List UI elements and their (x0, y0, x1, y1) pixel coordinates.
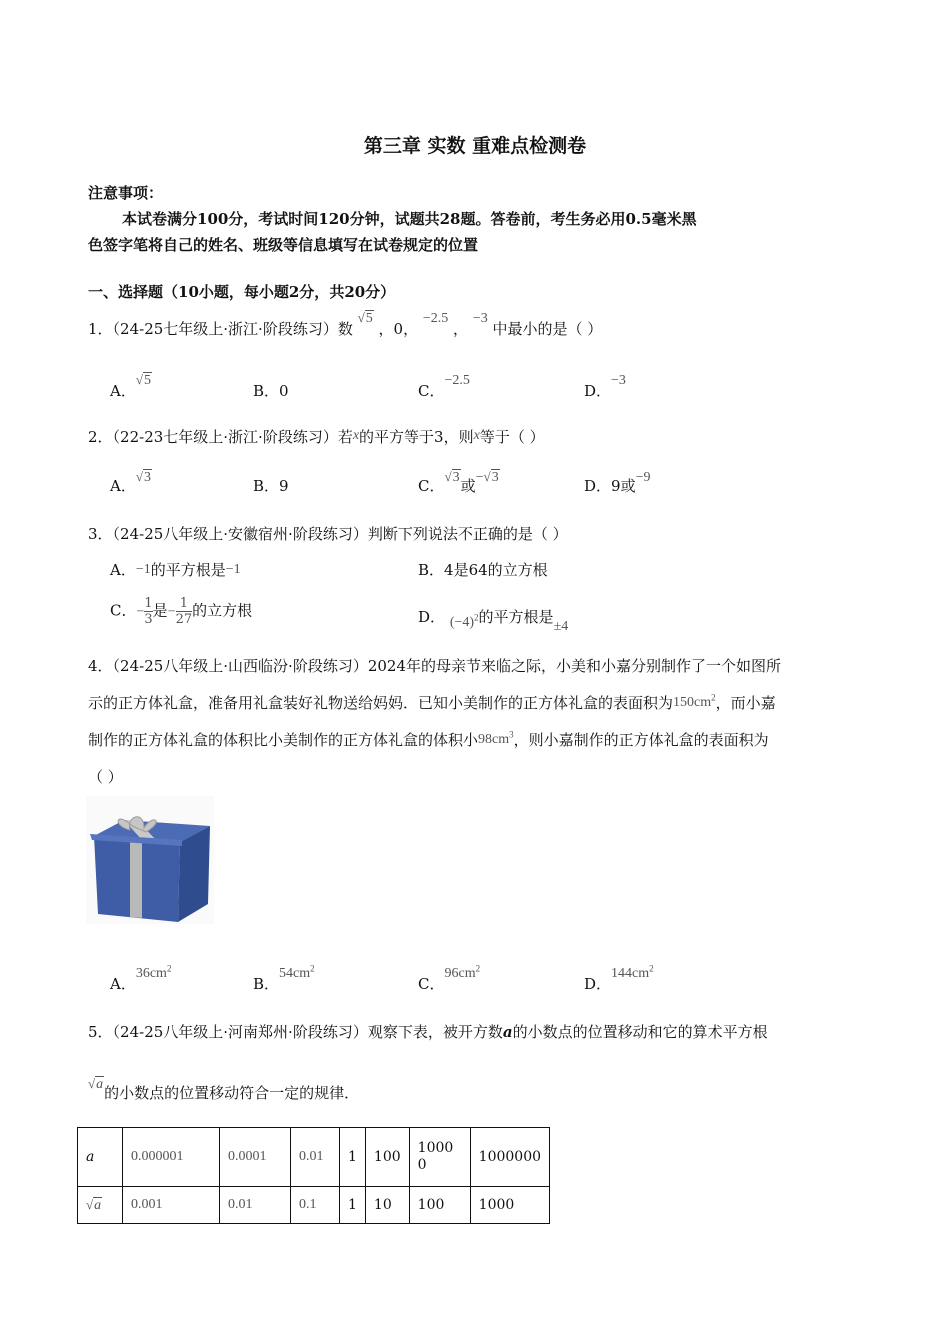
question-1-stem (88, 310, 603, 339)
table-row (78, 1128, 550, 1187)
table-cell: 0.1 (291, 1187, 340, 1224)
question-4-line1: 4．（24-25八年级上·山西临汾·阶段练习）2024年的母亲节来临之际，小美和小嘉分别制作了一个如图所 (88, 657, 781, 675)
table-cell: √a (78, 1187, 123, 1224)
question-5-line1: 5．（24-25八年级上·河南郑州·阶段练习）观察下表，被开方数a的小数点的位置移动和它的算术平方根 (88, 1023, 768, 1041)
q1-sqrt5: √5 (357, 310, 373, 326)
table-cell: 0.000001 (123, 1128, 220, 1187)
q1-option-d: D．−3 (584, 373, 626, 400)
table-cell: 10 (365, 1187, 409, 1224)
table-cell: 100 (409, 1187, 470, 1224)
q3-option-a: A．−1的平方根是−1 (110, 561, 241, 579)
q1-option-b: B．0 (253, 382, 289, 400)
q2-option-c: C．√3或−√3 (418, 469, 499, 495)
q1-sep2: ， (453, 320, 469, 338)
table-cell: 0.01 (291, 1128, 340, 1187)
question-2-stem: 2．（22-23七年级上·浙江·阶段练习）若x的平方等于3，则x等于（ ） (88, 428, 545, 446)
q1-stem-post: 中最小的是（ ） (492, 320, 603, 338)
table-cell: 100 (365, 1128, 409, 1187)
notice-line1: 本试卷满分100分，考试时间120分钟，试题共28题。答卷前，考生务必用0.5毫米黑 (122, 210, 697, 228)
notice-heading: 注意事项： (88, 184, 164, 202)
q3-option-b: B．4是64的立方根 (418, 561, 548, 579)
q3-option-d: D． $(-4)^2$的平方根是±4 (418, 608, 569, 634)
question-4-line3: 制作的正方体礼盒的体积比小美制作的正方体礼盒的体积小$98cm^3$，则小嘉制作的正方体礼盒的表面积为 (88, 729, 769, 749)
q2-option-a: A．√3 (110, 469, 151, 495)
q1-sep1: ，0， (378, 320, 419, 338)
table-cell: 0.0001 (220, 1128, 291, 1187)
table-cell: 1 (340, 1187, 366, 1224)
q1-v1: −2.5 (422, 311, 449, 326)
q1-stem-pre: 1．（24-25七年级上·浙江·阶段练习）数 (88, 320, 353, 338)
table-cell: 0.01 (220, 1187, 291, 1224)
question-4-line2: 示的正方体礼盒，准备用礼盒装好礼物送给妈妈．已知小美制作的正方体礼盒的表面积为$150cm^2$，而小嘉 (88, 692, 776, 712)
q1-option-a: A．√5 (110, 372, 151, 400)
question-3-stem: 3．（24-25八年级上·安徽宿州·阶段练习）判断下列说法不正确的是（ ） (88, 525, 568, 543)
q4-option-b: B．$54cm^2$ (253, 963, 315, 993)
q2-option-b: B．9 (253, 477, 289, 495)
table-cell: 1000 0 (409, 1128, 470, 1187)
q3-option-c: C．− $\frac{1}{3}$ 是− $\frac{1}{27}$ 的立方根 (110, 596, 253, 627)
notice-line2: 色签字笔将自己的姓名、班级等信息填写在试卷规定的位置 (88, 236, 479, 254)
q4-option-c: C．$96cm^2$ (418, 963, 481, 993)
table-cell: a (78, 1128, 123, 1187)
q4-option-d: D．$144cm^2$ (584, 963, 654, 993)
q1-v2: −3 (472, 311, 488, 326)
q4-option-a: A．$36cm^2$ (110, 963, 172, 993)
q1-option-c: C．−2.5 (418, 373, 470, 400)
table-cell: 1000 (470, 1187, 549, 1224)
table-cell: 1000000 (470, 1128, 549, 1187)
q2-option-d: D．9或−9 (584, 470, 651, 495)
table-cell: 0.001 (123, 1187, 220, 1224)
square-root-table (77, 1127, 550, 1224)
question-4-line4: （ ） (88, 768, 123, 786)
table-cell: 1 (340, 1128, 366, 1187)
gift-box-image (86, 796, 214, 924)
table-row (78, 1187, 550, 1224)
question-5-line2: √a的小数点的位置移动符合一定的规律． (88, 1076, 360, 1102)
section-heading: 一、选择题（10小题，每小题2分，共20分） (88, 283, 396, 301)
page-title: 第三章 实数 重难点检测卷 (363, 135, 587, 157)
